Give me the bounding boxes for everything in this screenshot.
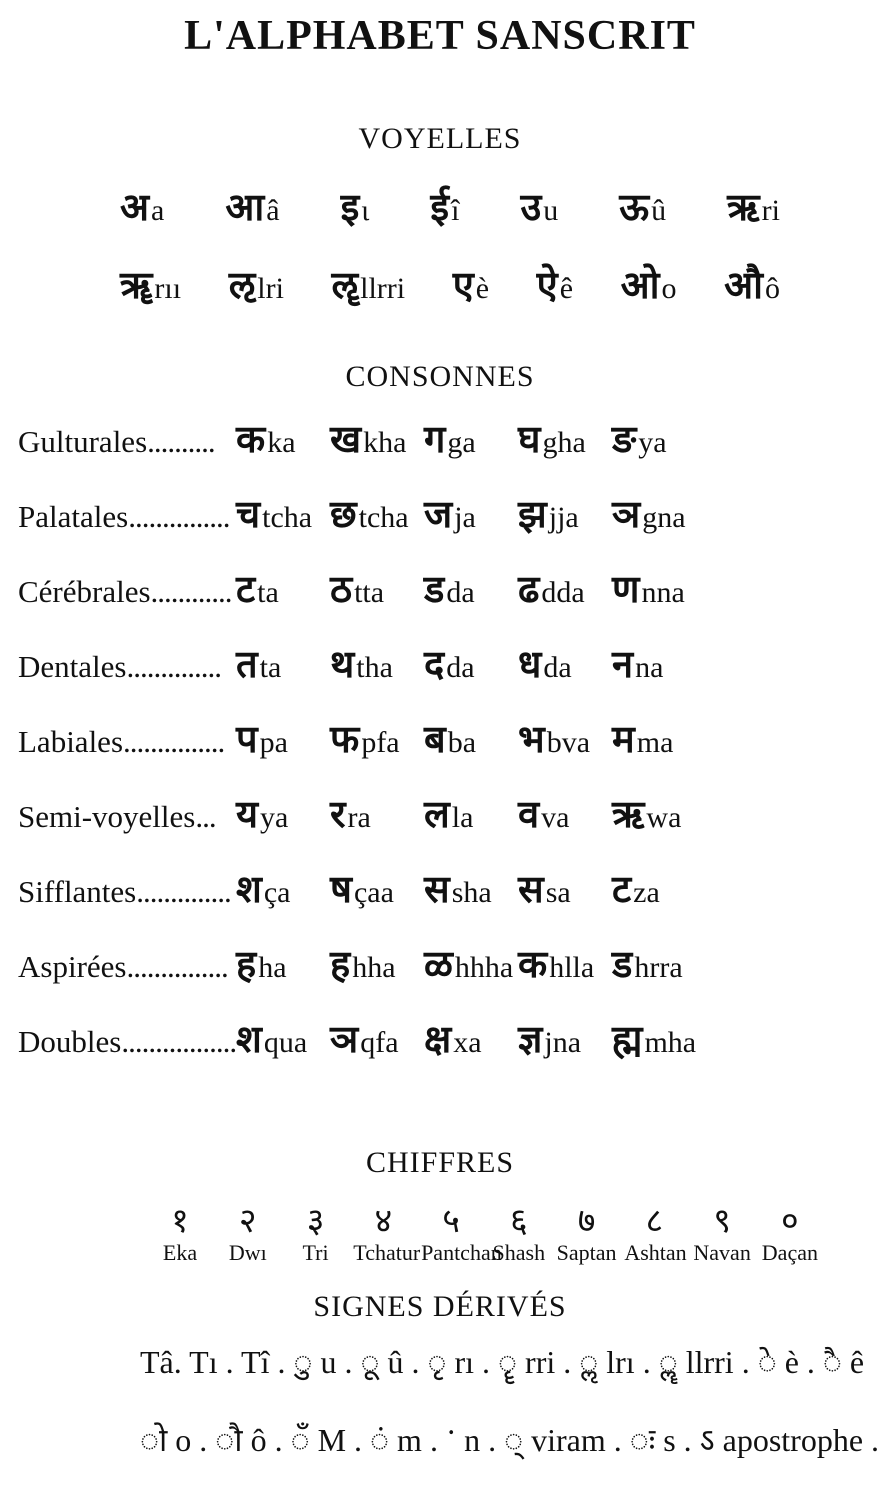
consonne-glyph: ल	[424, 792, 450, 836]
consonne-cells	[236, 637, 706, 689]
consonne-cell	[518, 412, 612, 464]
consonne-glyph: ह	[330, 942, 351, 986]
consonne-translit: gha	[542, 426, 586, 459]
consonne-translit: dda	[541, 576, 585, 609]
consonne-cell	[612, 412, 706, 464]
chiffres-row	[150, 1196, 820, 1266]
consonne-glyph: क	[518, 942, 548, 986]
consonne-row	[18, 787, 738, 839]
consonne-glyph: ग	[424, 417, 446, 461]
vowel-item	[225, 180, 279, 232]
consonne-cell	[424, 1012, 518, 1064]
vowel-translit: lri	[257, 272, 284, 305]
chiffre-name: Daçan	[761, 1240, 818, 1265]
consonne-glyph: न	[612, 642, 634, 686]
consonne-translit: ya	[638, 426, 667, 459]
consonne-glyph: ठ	[330, 567, 353, 611]
chiffre-item	[421, 1196, 502, 1266]
vowel-translit: ι	[361, 194, 370, 227]
vowel-translit: a	[151, 194, 165, 227]
consonne-label-dots: ...............	[123, 724, 225, 759]
consonne-cell	[518, 712, 612, 764]
consonne-glyph: ऋ	[612, 792, 645, 836]
consonne-cell	[518, 937, 612, 989]
consonne-translit: ta	[257, 576, 279, 609]
vowel-item	[727, 180, 780, 232]
consonne-translit: za	[633, 876, 660, 909]
consonne-translit: tcha	[262, 501, 313, 534]
consonne-cell	[330, 562, 424, 614]
consonne-glyph: ध	[518, 642, 542, 686]
consonne-cell	[424, 787, 518, 839]
consonne-cells	[236, 787, 706, 839]
consonne-row	[18, 712, 738, 764]
chiffre-glyph: ७	[577, 1201, 596, 1241]
consonne-label-dots: ..............	[136, 874, 231, 909]
consonne-cell	[612, 487, 706, 539]
chiffre-glyph: २	[238, 1201, 257, 1241]
consonne-label	[18, 649, 236, 685]
consonne-glyph: ज्ञ	[518, 1017, 543, 1061]
consonne-cells	[236, 1012, 706, 1064]
consonne-cell	[236, 712, 330, 764]
vowel-glyph: ऌ	[228, 263, 256, 307]
consonne-row	[18, 637, 738, 689]
consonne-label-text: Semi-voyelles	[18, 799, 196, 834]
consonne-translit: da	[446, 576, 475, 609]
consonne-glyph: त	[236, 642, 258, 686]
consonne-glyph: र	[330, 792, 346, 836]
consonne-translit: gna	[642, 501, 686, 534]
consonne-translit: ka	[267, 426, 296, 459]
vowel-glyph: ॠ	[120, 263, 153, 307]
consonne-glyph: ञ	[330, 1017, 359, 1061]
consonne-glyph: ष	[330, 867, 352, 911]
consonne-translit: hha	[352, 951, 396, 984]
consonne-label-text: Dentales	[18, 649, 127, 684]
chiffre-name: Pantchan	[421, 1240, 502, 1265]
consonne-translit: ça	[263, 876, 291, 909]
consonne-glyph: ण	[612, 567, 640, 611]
chiffre-item	[489, 1196, 549, 1266]
consonne-cells	[236, 562, 706, 614]
consonne-glyph: ञ	[612, 492, 641, 536]
chiffre-name: Tchatur	[353, 1240, 421, 1265]
consonne-translit: qua	[263, 1026, 308, 1059]
voyelles-row-1	[120, 180, 780, 232]
chiffre-glyph: ९	[713, 1201, 731, 1241]
chiffre-glyph: ५	[442, 1201, 460, 1241]
chiffre-item	[557, 1196, 617, 1266]
chiffre-item	[150, 1196, 210, 1266]
consonne-cells	[236, 412, 706, 464]
chiffre-glyph: ८	[645, 1201, 664, 1241]
consonne-translit: na	[635, 651, 664, 684]
signes-line-2: ो o . ौ ô . ँ M . ं m . ॱ n . ् viram . ः s . ऽ apostrophe .	[140, 1422, 880, 1458]
vowel-glyph: ॡ	[331, 263, 359, 307]
consonne-translit: sha	[451, 876, 492, 909]
consonne-glyph: श	[236, 867, 262, 911]
consonne-glyph: घ	[518, 417, 541, 461]
consonne-cell	[236, 787, 330, 839]
vowel-item	[341, 180, 370, 232]
vowel-item	[619, 180, 666, 232]
consonne-cell	[612, 787, 706, 839]
consonne-cell	[612, 637, 706, 689]
consonne-glyph: म	[612, 717, 635, 761]
vowel-translit: û	[651, 194, 667, 227]
chiffres-heading: CHIFFRES	[365, 1146, 515, 1179]
consonne-cell	[424, 712, 518, 764]
consonne-translit: ya	[260, 801, 289, 834]
consonne-cell	[518, 787, 612, 839]
consonne-translit: nna	[641, 576, 685, 609]
consonne-cell	[518, 1012, 612, 1064]
consonne-translit: jja	[548, 501, 579, 534]
consonne-cell	[424, 637, 518, 689]
consonne-glyph: ख	[330, 417, 362, 461]
consonne-cell	[236, 487, 330, 539]
consonne-translit: la	[451, 801, 474, 834]
consonne-translit: hlla	[549, 951, 595, 984]
consonne-glyph: व	[518, 792, 540, 836]
consonne-label-dots: ...	[195, 799, 216, 834]
consonne-label	[18, 724, 236, 760]
consonne-glyph: ह्म	[612, 1017, 643, 1061]
vowel-translit: è	[475, 272, 490, 305]
consonne-cell	[236, 562, 330, 614]
consonne-label-dots: .................	[121, 1024, 236, 1059]
vowel-translit: llrri	[360, 272, 406, 305]
consonne-cell	[518, 862, 612, 914]
consonne-glyph: प	[236, 717, 258, 761]
chiffre-glyph: ०	[781, 1201, 799, 1241]
vowel-item	[537, 258, 573, 310]
consonne-cell	[330, 487, 424, 539]
chiffre-name: Ashtan	[624, 1240, 687, 1265]
consonne-label-text: Gulturales	[18, 424, 148, 459]
chiffre-name: Saptan	[556, 1240, 617, 1265]
consonne-translit: hhha	[454, 951, 514, 984]
consonne-cell	[330, 712, 424, 764]
consonne-label	[18, 574, 236, 610]
consonne-translit: çaa	[353, 876, 394, 909]
consonne-translit: pa	[259, 726, 288, 759]
consonne-translit: ha	[258, 951, 287, 984]
consonne-cell	[518, 487, 612, 539]
consonne-glyph: भ	[518, 717, 545, 761]
consonne-row	[18, 1012, 738, 1064]
consonne-cell	[330, 1012, 424, 1064]
vowel-glyph: औ	[724, 263, 763, 307]
consonne-translit: va	[541, 801, 570, 834]
consonne-translit: ma	[636, 726, 674, 759]
consonne-row	[18, 487, 738, 539]
consonne-cell	[330, 862, 424, 914]
vowel-item	[621, 258, 677, 310]
consonne-cell	[612, 1012, 706, 1064]
consonne-row	[18, 562, 738, 614]
consonne-glyph: फ	[330, 717, 360, 761]
vowel-glyph: ऋ	[727, 185, 760, 229]
consonne-label-dots: ...............	[128, 499, 230, 534]
chiffre-name: Eka	[162, 1240, 198, 1265]
consonne-cell	[424, 562, 518, 614]
consonne-translit: bva	[546, 726, 591, 759]
voyelles-row-2	[120, 258, 780, 310]
vowel-glyph: आ	[225, 185, 265, 229]
consonne-glyph: स	[424, 867, 450, 911]
consonne-row	[18, 412, 738, 464]
chiffre-glyph: ३	[306, 1201, 325, 1241]
consonne-label	[18, 949, 236, 985]
vowel-translit: ê	[559, 272, 574, 305]
consonne-translit: xa	[453, 1026, 482, 1059]
vowel-glyph: ए	[452, 263, 474, 307]
consonne-translit: pfa	[361, 726, 400, 759]
vowel-glyph: इ	[340, 185, 360, 229]
vowel-item	[453, 258, 489, 310]
consonne-glyph: च	[236, 492, 261, 536]
consonne-glyph: ळ	[424, 942, 453, 986]
vowel-translit: u	[543, 194, 559, 227]
consonne-cell	[518, 637, 612, 689]
consonne-cell	[424, 487, 518, 539]
chiffre-item	[286, 1196, 346, 1266]
consonne-glyph: ट	[612, 867, 632, 911]
consonne-cell	[612, 862, 706, 914]
vowel-translit: o	[661, 272, 677, 305]
vowel-item	[120, 258, 181, 310]
consonne-cell	[424, 412, 518, 464]
consonne-cells	[236, 862, 706, 914]
consonne-glyph: झ	[518, 492, 547, 536]
consonne-glyph: य	[236, 792, 259, 836]
consonne-cell	[236, 862, 330, 914]
consonne-glyph: ड	[612, 942, 633, 986]
consonne-glyph: ह	[236, 942, 257, 986]
consonne-translit: ta	[259, 651, 282, 684]
consonne-translit: tha	[356, 651, 393, 684]
consonne-translit: tta	[354, 576, 385, 609]
vowel-glyph: ऊ	[619, 185, 650, 229]
chiffre-name: Navan	[693, 1240, 751, 1265]
consonne-cells	[236, 712, 706, 764]
consonne-glyph: ट	[236, 567, 256, 611]
chiffre-item	[218, 1196, 278, 1266]
consonne-label-text: Palatales	[18, 499, 129, 534]
consonne-glyph: ज	[424, 492, 453, 536]
vowel-translit: ô	[764, 272, 780, 305]
vowel-glyph: ई	[430, 185, 450, 229]
consonne-cell	[612, 937, 706, 989]
vowel-glyph: ओ	[620, 263, 660, 307]
vowel-item	[520, 180, 558, 232]
consonne-translit: tcha	[358, 501, 409, 534]
consonne-cell	[236, 412, 330, 464]
consonne-cell	[612, 712, 706, 764]
consonne-translit: kha	[363, 426, 407, 459]
consonnes-heading: CONSONNES	[345, 360, 535, 393]
consonne-translit: mha	[644, 1026, 697, 1059]
consonne-translit: qfa	[360, 1026, 399, 1059]
consonne-glyph: ब	[424, 717, 446, 761]
vowel-item	[724, 258, 780, 310]
chiffre-item	[692, 1196, 752, 1266]
consonne-row	[18, 862, 738, 914]
consonne-cell	[330, 412, 424, 464]
consonne-cell	[330, 787, 424, 839]
consonne-cell	[330, 937, 424, 989]
consonne-cell	[236, 637, 330, 689]
consonne-translit: da	[543, 651, 572, 684]
consonne-cells	[236, 487, 706, 539]
consonne-label	[18, 1024, 236, 1060]
chiffre-item	[624, 1196, 687, 1266]
vowel-glyph: ऐ	[536, 263, 558, 307]
vowel-item	[229, 258, 284, 310]
consonne-label-dots: ............	[150, 574, 232, 609]
vowel-item	[120, 180, 164, 232]
consonne-cell	[236, 1012, 330, 1064]
consonne-label-text: Doubles	[18, 1024, 122, 1059]
consonne-translit: ra	[347, 801, 371, 834]
chiffre-name: Dwı	[228, 1240, 267, 1265]
consonne-translit: sa	[545, 876, 571, 909]
consonne-cell	[424, 937, 518, 989]
consonne-glyph: ड	[424, 567, 445, 611]
chiffre-glyph: ६	[509, 1201, 528, 1241]
consonne-glyph: क	[236, 417, 266, 461]
consonne-label-dots: ...............	[126, 949, 228, 984]
consonne-label-dots: ..............	[126, 649, 221, 684]
vowel-translit: â	[266, 194, 280, 227]
vowel-translit: rıı	[154, 272, 182, 305]
vowel-item	[430, 180, 459, 232]
consonne-translit: ga	[447, 426, 476, 459]
consonne-row	[18, 937, 738, 989]
consonne-label-text: Sifflantes	[18, 874, 137, 909]
consonne-translit: ja	[454, 501, 476, 534]
chiffre-glyph: ४	[374, 1201, 393, 1241]
page-title: L'ALPHABET SANSCRIT	[184, 13, 696, 59]
consonne-label-dots: ..........	[147, 424, 215, 459]
consonne-cell	[236, 937, 330, 989]
consonne-glyph: द	[424, 642, 445, 686]
chiffre-name: Tri	[302, 1240, 329, 1265]
consonne-label-text: Labiales	[18, 724, 124, 759]
vowel-glyph: अ	[120, 185, 150, 229]
vowel-glyph: उ	[520, 185, 542, 229]
consonne-translit: da	[446, 651, 475, 684]
consonne-translit: ba	[447, 726, 477, 759]
consonne-translit: jna	[544, 1026, 582, 1059]
consonne-cell	[612, 562, 706, 614]
chiffre-glyph: १	[171, 1201, 189, 1241]
consonne-glyph: ङ	[612, 417, 637, 461]
consonne-label	[18, 874, 236, 910]
consonne-cell	[330, 637, 424, 689]
chiffre-name: Shash	[492, 1240, 546, 1265]
consonne-translit: hrra	[634, 951, 683, 984]
chiffre-item	[353, 1196, 421, 1266]
consonne-glyph: क्ष	[424, 1017, 452, 1061]
consonne-label	[18, 424, 236, 460]
vowel-translit: ri	[761, 194, 780, 227]
consonne-cells	[236, 937, 706, 989]
vowel-item	[332, 258, 406, 310]
consonne-label	[18, 499, 236, 535]
consonne-glyph: थ	[330, 642, 355, 686]
consonne-glyph: ढ	[518, 567, 540, 611]
signes-heading: SIGNES DÉRIVÉS	[313, 1290, 567, 1323]
signes-line-1: Tâ. Tı . Tî . ु u . ू û . ृ rı . ॄ rri . ॢ lrı . ॣ llrri . े è . ै ê	[140, 1344, 865, 1380]
consonne-translit: wa	[646, 801, 682, 834]
consonne-cell	[518, 562, 612, 614]
vowel-translit: î	[451, 194, 460, 227]
consonne-label	[18, 799, 236, 835]
consonne-glyph: स	[518, 867, 544, 911]
consonne-glyph: छ	[330, 492, 357, 536]
consonne-cell	[424, 862, 518, 914]
voyelles-heading: VOYELLES	[358, 122, 522, 155]
chiffre-item	[760, 1196, 820, 1266]
consonne-label-text: Cérébrales	[18, 574, 151, 609]
consonne-glyph: श	[236, 1017, 262, 1061]
consonne-label-text: Aspirées	[18, 949, 127, 984]
